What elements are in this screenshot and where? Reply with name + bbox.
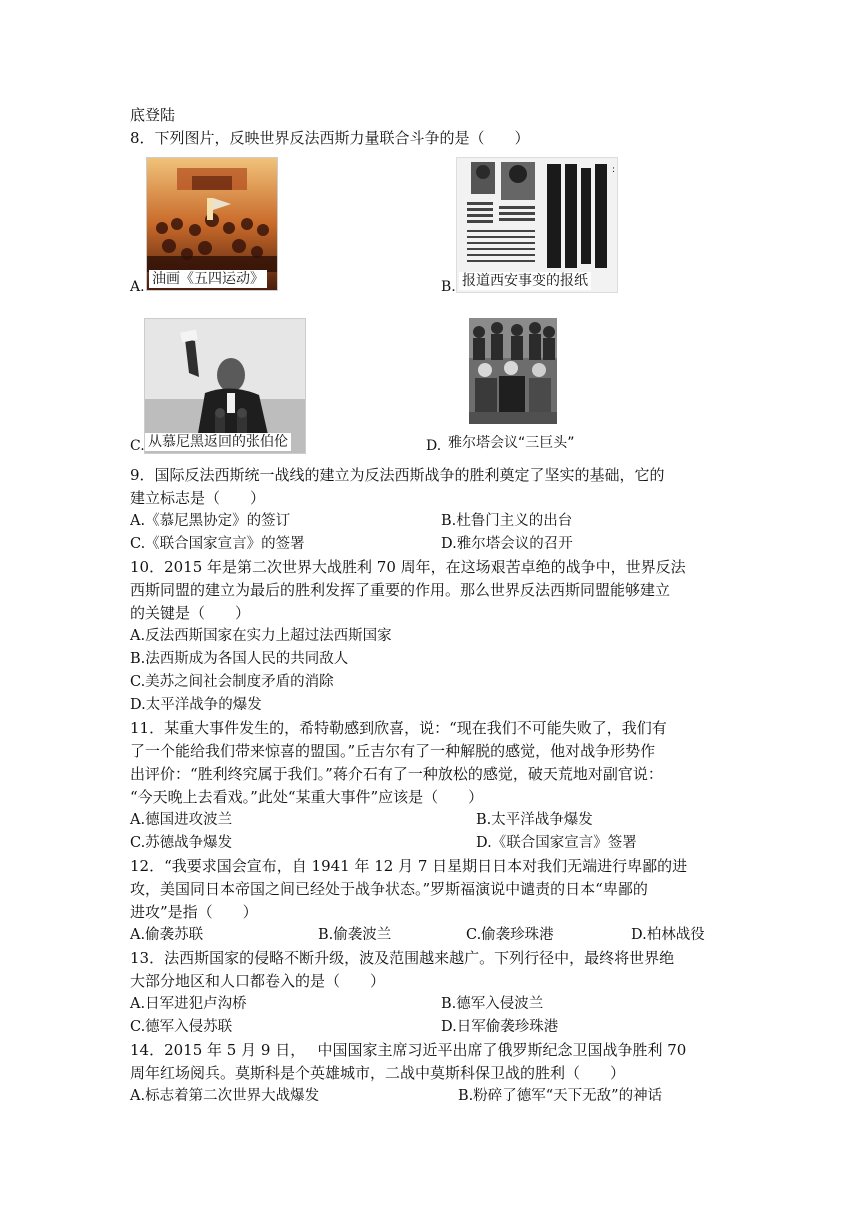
q10-option-c: C.美苏之间社会制度矛盾的消除 <box>130 674 334 690</box>
q11-option-c: C.苏德战争爆发 <box>130 835 233 851</box>
q14-option-b: B.粉碎了德军“天下无敌”的神话 <box>458 1088 663 1104</box>
q8-option-b-letter: B. <box>441 279 456 295</box>
q11-stem-line1: 11．某重大事件发生的，希特勒感到欣喜，说：“现在我们不可能失败了，我们有 <box>130 719 667 737</box>
q8-option-b-image <box>456 157 618 293</box>
q8-option-c-image <box>144 318 306 454</box>
q14-stem-line2: 周年红场阅兵。莫斯科是个英雄城市，二战中莫斯科保卫战的胜利（ ） <box>130 1064 626 1082</box>
q9-stem-line2: 建立标志是（ ） <box>130 489 266 507</box>
q12-stem-line3: 进攻”是指（ ） <box>130 903 258 921</box>
q13-stem-line1: 13．法西斯国家的侵略不断升级，波及范围越来越广。下列行径中，最终将世界绝 <box>130 949 675 967</box>
q12-option-d: D.柏林战役 <box>631 927 705 943</box>
q9-option-b: B.杜鲁门主义的出台 <box>441 513 573 529</box>
continued-text-fragment: 底登陆 <box>130 106 176 124</box>
q10-option-b: B.法西斯成为各国人民的共同敌人 <box>130 651 349 667</box>
q8-option-d-caption: 雅尔塔会议“三巨头” <box>445 434 578 452</box>
q12-option-b: B.偷袭波兰 <box>318 927 392 943</box>
q9-option-c: C.《联合国家宣言》的签署 <box>130 536 305 552</box>
q13-option-b: B.德军入侵波兰 <box>441 996 544 1012</box>
q11-stem-line2: 了一个能给我们带来惊喜的盟国。”丘吉尔有了一种解脱的感觉，他对战争形势作 <box>130 742 656 760</box>
q8-option-b-caption: 报道西安事变的报纸 <box>459 272 591 290</box>
q13-stem-line2: 大部分地区和人口都卷入的是（ ） <box>130 972 386 990</box>
q9-option-a: A.《慕尼黑协定》的签订 <box>130 513 291 529</box>
q12-option-c: C.偷袭珍珠港 <box>466 927 554 943</box>
q8-option-d-image <box>441 316 601 452</box>
q8-option-c-letter: C. <box>130 438 145 454</box>
q11-option-d: D.《联合国家宣言》签署 <box>476 835 637 851</box>
q8-option-a-image <box>146 157 278 291</box>
q8-option-a-letter: A. <box>130 279 145 295</box>
q10-option-d: D.太平洋战争的爆发 <box>130 697 262 713</box>
q11-option-b: B.太平洋战争爆发 <box>476 812 593 828</box>
yalta-big-three-photo-image <box>441 316 601 452</box>
q10-stem-line1: 10．2015 年是第二次世界大战胜利 70 周年，在这场艰苦卓绝的战争中，世界反法 <box>130 558 686 576</box>
q13-option-d: D.日军偷袭珍珠港 <box>441 1019 559 1035</box>
q13-option-a: A.日军进犯卢沟桥 <box>130 996 247 1012</box>
q12-stem-line1: 12．“我要求国会宣布，自 1941 年 12 月 7 日星期日日本对我们无端进行卑鄙的进 <box>130 857 688 875</box>
q8-option-d-letter: D. <box>426 438 442 454</box>
svg-text::: : <box>612 165 616 175</box>
q10-stem-line3: 的关键是（ ） <box>130 604 251 622</box>
q14-option-a: A.标志着第二次世界大战爆发 <box>130 1088 320 1104</box>
q13-option-c: C.德军入侵苏联 <box>130 1019 233 1035</box>
q11-option-a: A.德国进攻波兰 <box>130 812 233 828</box>
q12-stem-line2: 攻，美国同日本帝国之间已经处于战争状态。”罗斯福演说中谴责的日本“卑鄙的 <box>130 880 648 898</box>
q11-stem-line3: 出评价：“胜利终究属于我们。”蒋介石有了一种放松的感觉，破天荒地对副官说： <box>130 765 663 783</box>
q11-stem-line4: “今天晚上去看戏。”此处“某重大事件”应该是（ ） <box>130 788 484 806</box>
q12-option-a: A.偷袭苏联 <box>130 927 204 943</box>
q9-stem-line1: 9．国际反法西斯统一战线的建立为反法西斯战争的胜利奠定了坚实的基础，它的 <box>130 466 665 484</box>
q8-option-c-caption: 从慕尼黑返回的张伯伦 <box>145 433 291 451</box>
q9-option-d: D.雅尔塔会议的召开 <box>441 536 573 552</box>
q8-stem: 8．下列图片，反映世界反法西斯力量联合斗争的是（ ） <box>130 129 530 147</box>
q8-option-a-caption: 油画《五四运动》 <box>149 270 267 288</box>
q10-option-a: A.反法西斯国家在实力上超过法西斯国家 <box>130 628 392 644</box>
q10-stem-line2: 西斯同盟的建立为最后的胜利发挥了重要的作用。那么世界反法西斯同盟能够建立 <box>130 581 671 599</box>
q14-stem-line1: 14．2015 年 5 月 9 日， 中国国家主席习近平出席了俄罗斯纪念卫国战争胜利 70 <box>130 1041 687 1059</box>
